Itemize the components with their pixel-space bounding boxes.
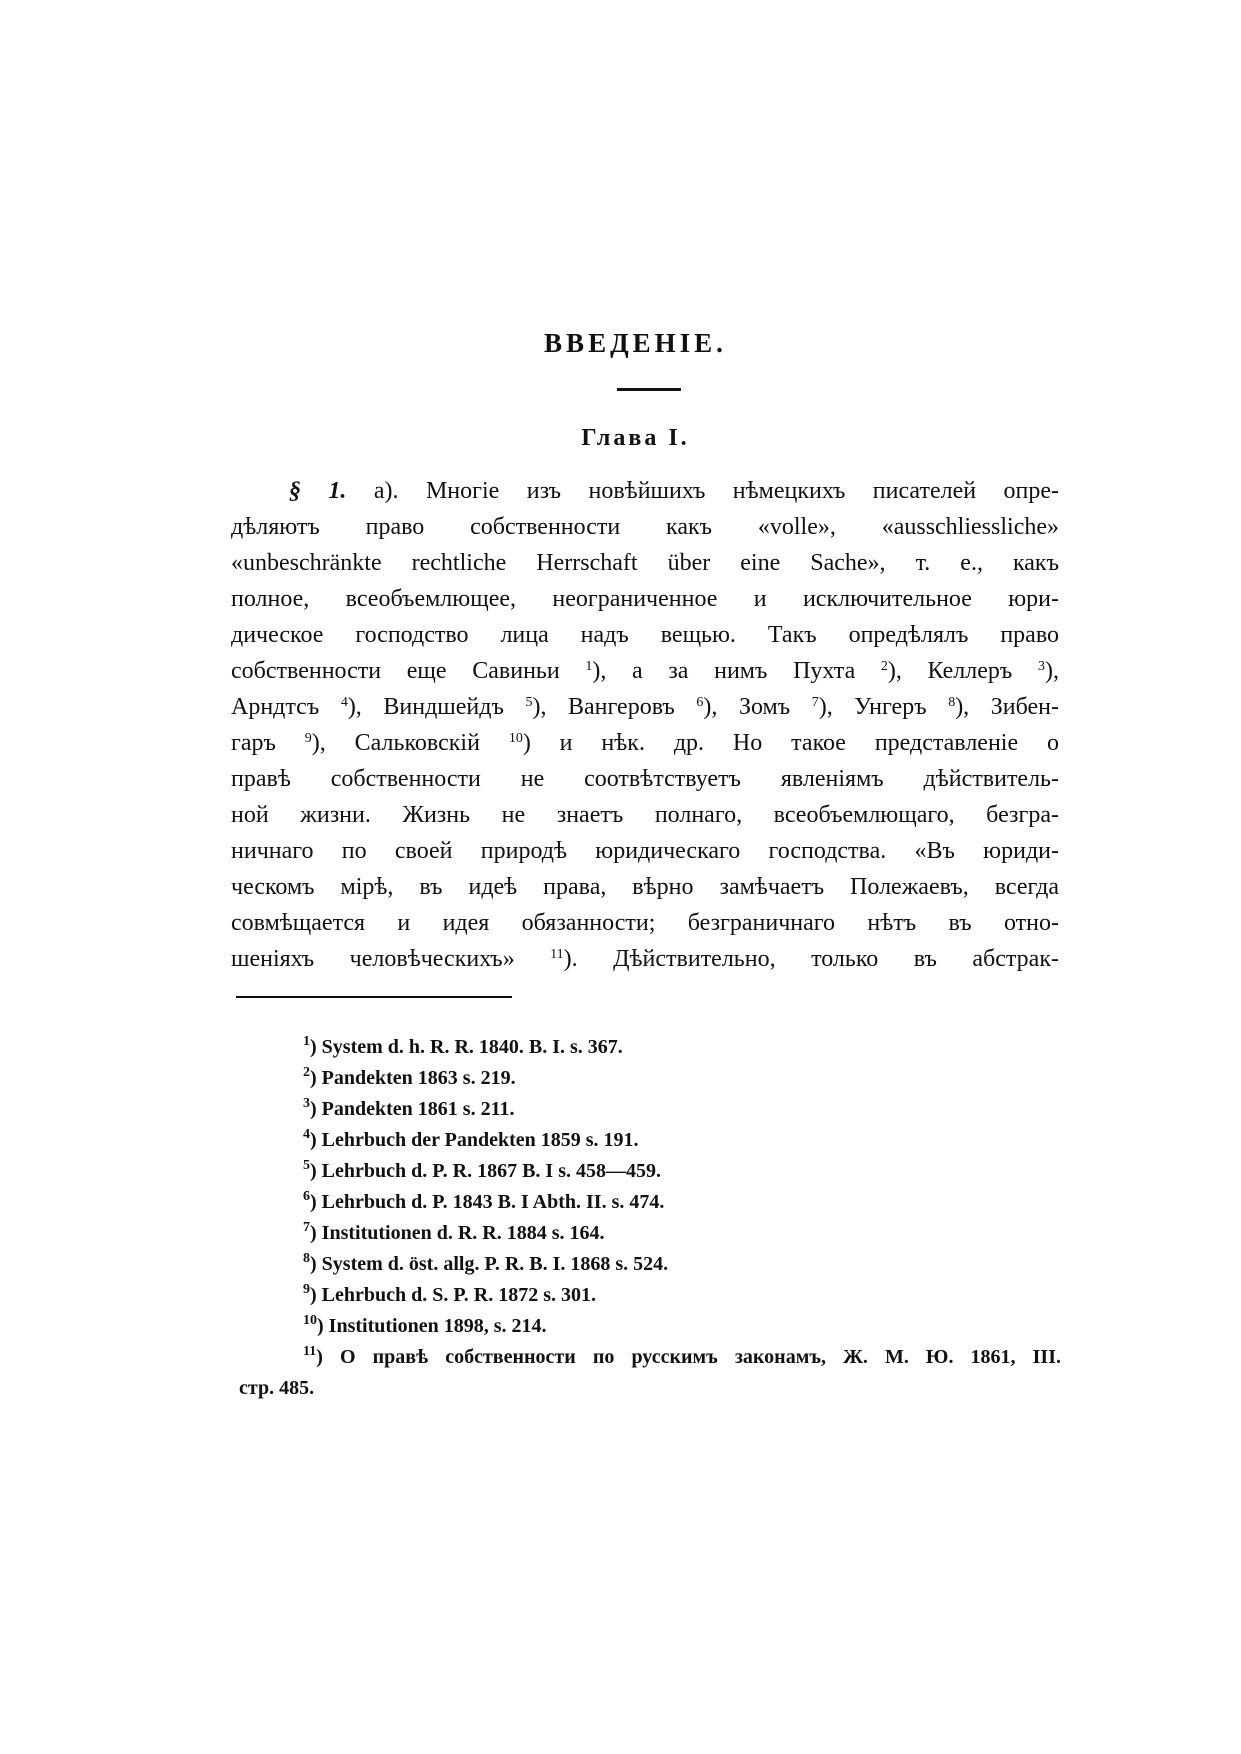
body-line: Арндтсъ $^4$), Виндшейдъ $^5$), Вангеровъ $^6$), Зомъ $^7$), Унгеръ $^8$), Зибен- [231, 694, 1059, 720]
section-number: § 1. [289, 478, 347, 504]
chapter-heading: Глава I. [581, 425, 690, 451]
footnote-number: 6 [303, 1189, 310, 1204]
footnote-ref: 1 [585, 659, 593, 674]
footnote-number: 10 [303, 1313, 317, 1328]
footnote-ref: 3 [1038, 659, 1045, 674]
footnote-item: $^9$) Lehrbuch d. S. P. R. 1872 s. 301. [303, 1282, 596, 1306]
footnote-item: $^7$) Institutionen d. R. R. 1884 s. 164. [303, 1220, 605, 1244]
footnote-item: $^{10}$) Institutionen 1898, s. 214. [303, 1313, 547, 1337]
body-line: § 1. а). Многіе изъ новѣйшихъ нѣмецкихъ писателей опре- [289, 478, 1059, 504]
body-line: ной жизни. Жизнь не знаетъ полнаго, всеобъемлющаго, безгра- [231, 802, 1059, 828]
body-line: «unbeschränkte rechtliche Herrschaft über eine Sache», т. е., какъ [231, 550, 1059, 576]
footnote-ref: 9 [304, 731, 312, 746]
body-line: ческомъ мірѣ, въ идеѣ права, вѣрно замѣчаетъ Полежаевъ, всегда [231, 874, 1059, 900]
footnote-ref: 2 [880, 659, 888, 674]
footnote-item: $^5$) Lehrbuch d. P. R. 1867 B. I s. 458—459. [303, 1158, 661, 1182]
footnote-item: $^{11}$) О правѣ собственности по русскимъ законамъ, Ж. М. Ю. 1861, III. [303, 1344, 1061, 1368]
body-line: ничнаго по своей природѣ юридическаго господства. «Въ юриди- [231, 838, 1059, 864]
body-line: шеніяхъ человѣческихъ» $^{11}$). Дѣйствительно, только въ абстрак- [231, 946, 1059, 972]
footnote-number: 1 [303, 1034, 310, 1049]
footnote-ref: 6 [696, 695, 704, 710]
footnote-item: $^1$) System d. h. R. R. 1840. B. I. s. 367. [303, 1034, 623, 1058]
footnote-number: 3 [303, 1096, 310, 1111]
footnote-number: 5 [303, 1158, 310, 1173]
footnotes [231, 1032, 1061, 1404]
footnote-item: $^8$) System d. öst. allg. P. R. B. I. 1868 s. 524. [303, 1251, 669, 1275]
page-title: ВВЕДЕНІЕ. [544, 328, 727, 358]
body-line: дѣляютъ право собственности какъ «volle», «ausschliessliche» [231, 514, 1059, 540]
body-line: дическое господство лица надъ вещью. Такъ опредѣлялъ право [231, 622, 1059, 648]
footnote-number: 9 [303, 1282, 310, 1297]
footnote-number: 8 [303, 1251, 310, 1266]
footnote-number: 4 [303, 1127, 310, 1142]
footnote-divider [236, 996, 512, 998]
title-divider [617, 388, 681, 391]
footnote-ref: 11 [550, 947, 564, 962]
footnote-item: $^3$) Pandekten 1861 s. 211. [303, 1096, 515, 1120]
footnote-ref: 7 [811, 695, 819, 710]
body-line: гаръ $^9$), Сальковскій $^{10}$) и нѣк. др. Но такое представленіе о [231, 730, 1059, 756]
footnote-item: $^6$) Lehrbuch d. P. 1843 B. I Abth. II. s. 474. [303, 1189, 665, 1213]
footnote-number: 7 [303, 1220, 310, 1235]
footnote-number: 2 [303, 1065, 310, 1080]
footnote-continuation: стр. 485. [239, 1377, 315, 1399]
body-line: полное, всеобъемлющее, неограниченное и исключительное юри- [231, 586, 1059, 612]
footnote-ref: 5 [525, 695, 533, 710]
footnote-item: $^4$) Lehrbuch der Pandekten 1859 s. 191. [303, 1127, 639, 1151]
main-text [231, 473, 1059, 977]
body-line: собственности еще Савиньи $^1$), а за нимъ Пухта $^2$), Келлеръ $^3$), [231, 658, 1059, 684]
footnote-ref: 4 [340, 695, 348, 710]
footnote-number: 11 [303, 1344, 317, 1359]
body-line: совмѣщается и идея обязанности; безграничнаго нѣтъ въ отно- [231, 910, 1059, 936]
footnote-item: $^2$) Pandekten 1863 s. 219. [303, 1065, 516, 1089]
body-line: правѣ собственности не соотвѣтствуетъ явленіямъ дѣйствитель- [231, 766, 1059, 792]
footnote-ref: 10 [508, 731, 523, 746]
footnote-ref: 8 [948, 695, 956, 710]
